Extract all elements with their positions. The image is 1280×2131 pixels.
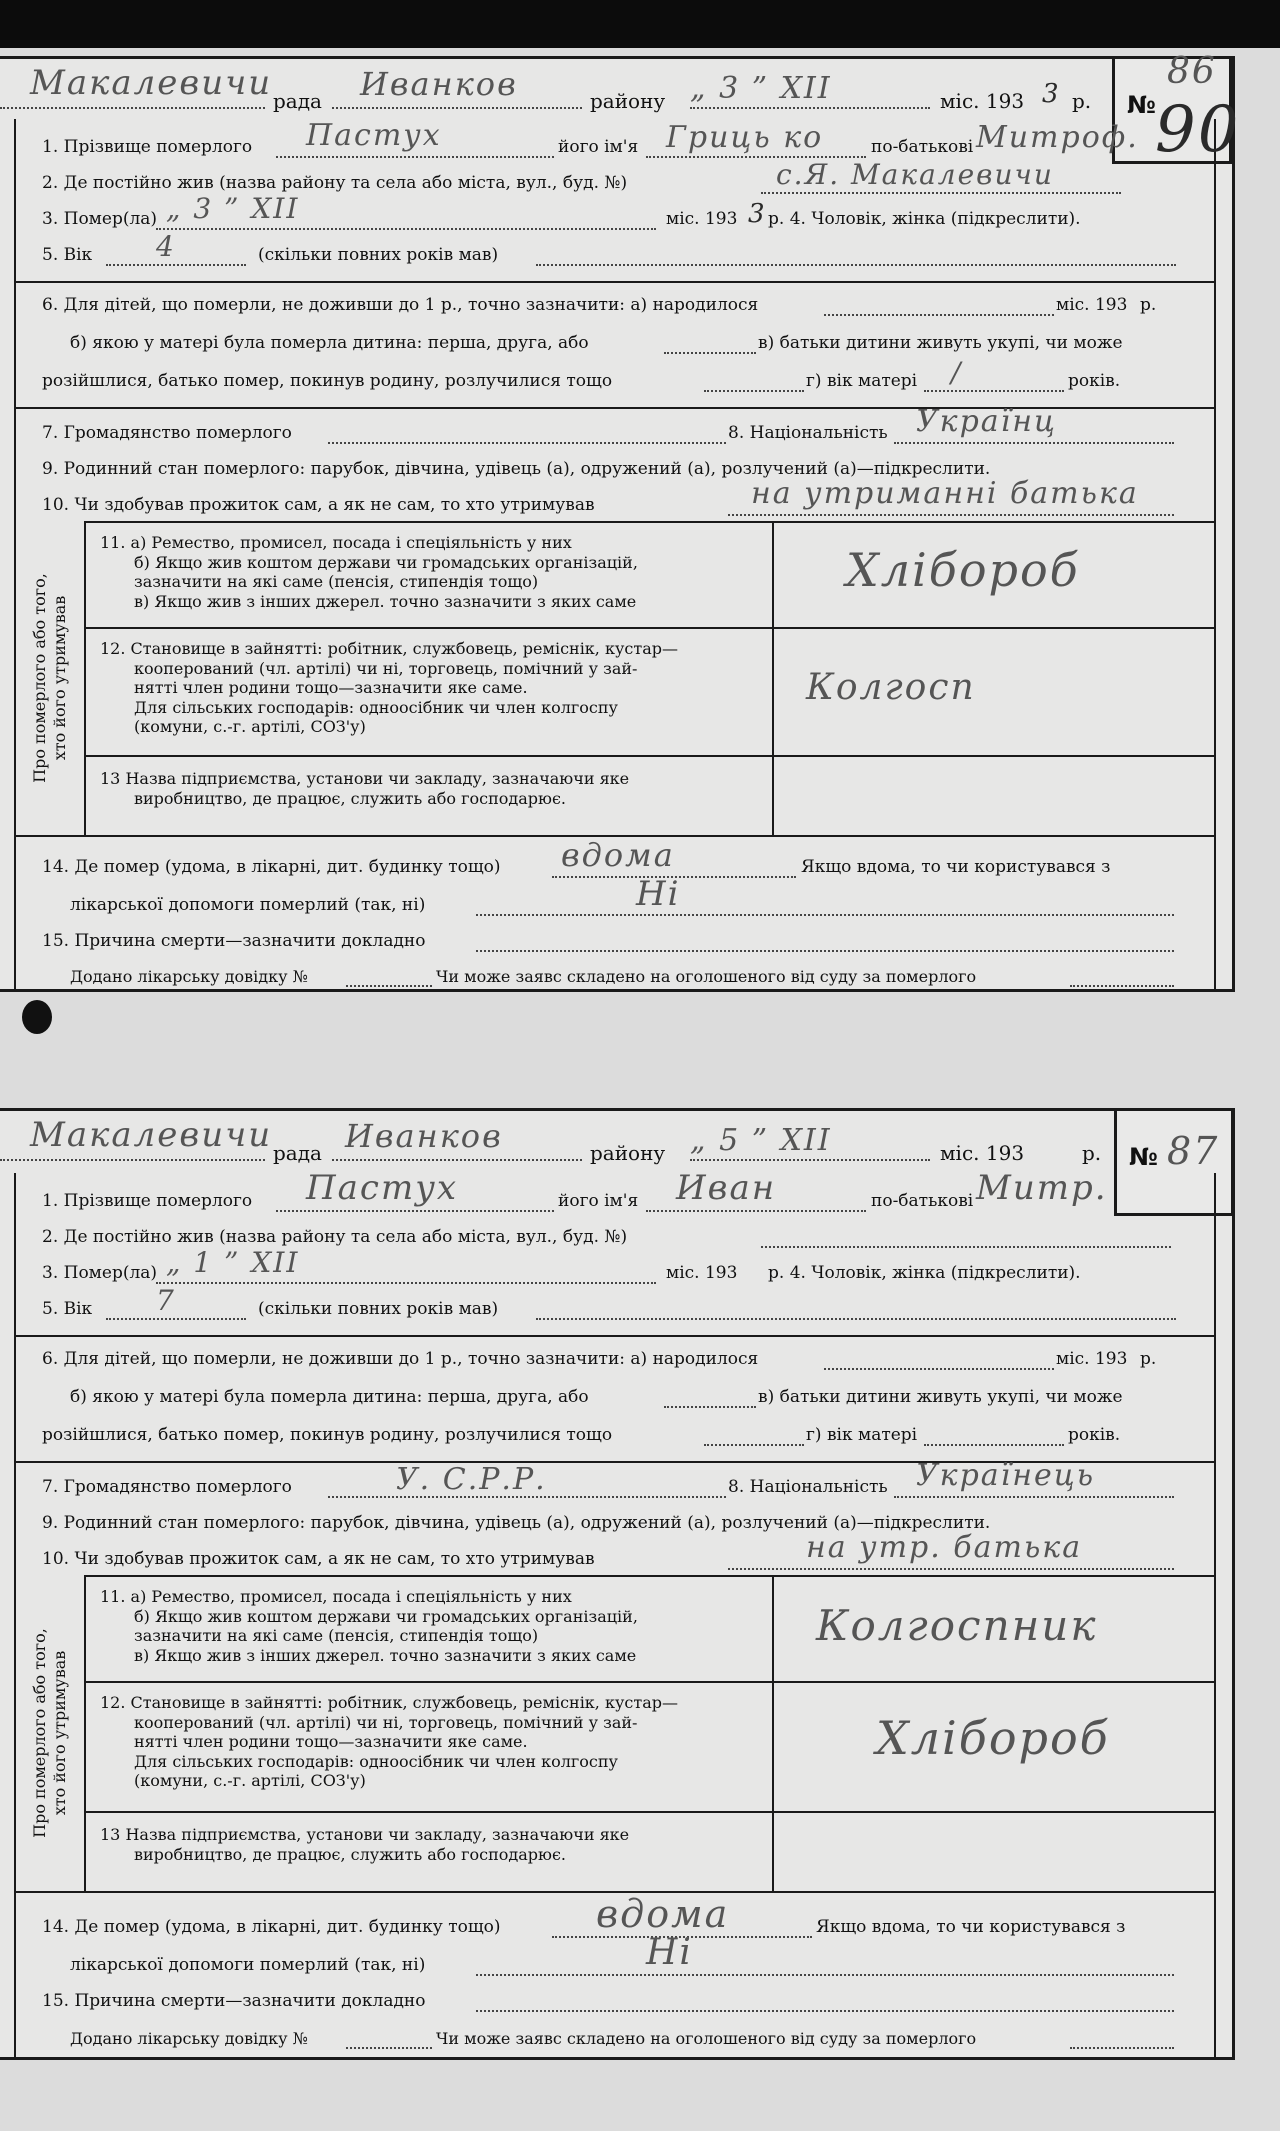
hw-occupation: Хлібороб bbox=[846, 543, 1080, 597]
rayonu-label: району bbox=[590, 1141, 666, 1165]
hw-death-date: „ 1 ” XII bbox=[166, 1246, 300, 1279]
side-label-line2: хто його утримував bbox=[50, 595, 69, 761]
f6-line3: розійшлися, батько помер, покинув родину, розлучилися тощо bbox=[42, 1425, 613, 1445]
f8-label: 8. Національність bbox=[728, 423, 888, 443]
f8-label: 8. Національність bbox=[728, 1477, 888, 1497]
hw-rada-name: Иванков bbox=[345, 1117, 503, 1155]
f14-label: 14. Де помер (удома, в лікарні, дит. будинку тощо) bbox=[42, 857, 501, 877]
f3-label2: міс. 193 bbox=[666, 1263, 738, 1283]
hw-header-date: „ 5 ” XII bbox=[690, 1123, 832, 1158]
hw-nationality: Українець bbox=[916, 1458, 1096, 1493]
f2-label: 2. Де постійно жив (назва району та села або міста, вул., буд. №) bbox=[42, 1227, 628, 1247]
f6-line3c: років. bbox=[1068, 371, 1121, 391]
hw-village-council: Макалевичи bbox=[30, 1115, 273, 1155]
f14-label: 14. Де помер (удома, в лікарні, дит. будинку тощо) bbox=[42, 1917, 501, 1937]
form-body bbox=[14, 119, 1216, 989]
hw-surname: Пастух bbox=[306, 118, 442, 153]
hw-employment-status: Колгосп bbox=[806, 667, 976, 708]
f3-label3: р. 4. Чоловік, жінка (підкреслити). bbox=[768, 209, 1081, 229]
side-label-box bbox=[16, 521, 86, 835]
hw-year: 3 bbox=[1042, 79, 1061, 109]
hw-patronymic: Митр. bbox=[976, 1168, 1108, 1208]
f12-text: 12. Становище в зайнятті: робітник, службовець, реміснік, кустар— кооперований (чл. артілі) чи ні, торговець, помічний у зай- нятті член родини тощо—зазначити яке саме. Для сільських господарів: одноосібник чи член колгоспу (комуни, с.-г. артілі, СОЗ'у) bbox=[100, 1693, 678, 1791]
hw-given-name: Иван bbox=[676, 1168, 777, 1208]
f6-line1c: р. bbox=[1140, 295, 1157, 315]
footer-label: Додано лікарську довідку № bbox=[70, 967, 308, 986]
f7-label: 7. Громадянство померлого bbox=[42, 1477, 292, 1497]
hw-age: 7 bbox=[156, 1284, 176, 1317]
f1-label: 1. Прізвище померлого bbox=[42, 1191, 253, 1211]
footer-label: Додано лікарську довідку № bbox=[70, 2029, 308, 2048]
f6-line2: б) якою у матері була померла дитина: перша, друга, або bbox=[70, 333, 589, 353]
f12-text: 12. Становище в зайнятті: робітник, службовець, реміснік, кустар— кооперований (чл. артілі) чи ні, торговець, помічний у зай- нятті член родини тощо—зазначити яке саме. Для сільських господарів: одноосібник чи член колгоспу (комуни, с.-г. артілі, СОЗ'у) bbox=[100, 639, 678, 737]
hw-citizenship: У. С.Р.Р. bbox=[396, 1462, 547, 1497]
hw-village-council: Макалевичи bbox=[30, 63, 273, 103]
hw-employment-status: Хлібороб bbox=[876, 1711, 1110, 1765]
death-record-form-2 bbox=[0, 1108, 1235, 2060]
f10-label: 10. Чи здобував прожиток сам, а як не сам, то хто утримував bbox=[42, 1549, 595, 1569]
hw-header-date: „ 3 ” XII bbox=[690, 71, 832, 106]
hw-rada-name: Иванков bbox=[360, 65, 518, 103]
f6-line2b: в) батьки дитини живуть укупі, чи може bbox=[758, 1387, 1123, 1407]
f13-text: 13 Назва підприємства, установи чи закладу, зазначаючи яке виробництво, де працює, служить або господарює. bbox=[100, 769, 630, 808]
year-r-label: р. bbox=[1082, 1141, 1102, 1165]
f1-label2: його ім'я bbox=[558, 1191, 639, 1211]
death-record-form-1 bbox=[0, 51, 1241, 992]
hw-surname: Пастух bbox=[306, 1168, 459, 1208]
side-label-box bbox=[16, 1575, 86, 1891]
f11-text: 11. а) Ремество, промисел, посада і спеціяльність у них б) Якщо жив коштом держави чи громадських організацій, зазначити на які саме (пенсія, стипендія тощо) в) Якщо жив з інших джерел. точно зазначити з яких саме bbox=[100, 533, 638, 611]
f14-label2: Якщо вдома, то чи користувався з bbox=[801, 857, 1111, 877]
hw-record-number: 86 bbox=[1167, 51, 1217, 92]
f1-label2: його ім'я bbox=[558, 137, 639, 157]
f15-label: 15. Причина смерти—зазначити докладно bbox=[42, 1991, 426, 2011]
hw-record-number: 87 bbox=[1167, 1129, 1220, 1173]
number-sign: № bbox=[1129, 1143, 1158, 1171]
f11-text: 11. а) Ремество, промисел, посада і спеціяльність у них б) Якщо жив коштом держави чи громадських організацій, зазначити на які саме (пенсія, стипендія тощо) в) Якщо жив з інших джерел. точно зазначити з яких саме bbox=[100, 1587, 638, 1665]
f5-label2: (скільки повних років мав) bbox=[258, 1299, 499, 1319]
hw-occupation: Колгоспник bbox=[816, 1601, 1098, 1650]
f9-label: 9. Родинний стан померлого: парубок, дівчина, удівець (а), одружений (а), розлучений (а)—підкреслити. bbox=[42, 1513, 991, 1533]
hw-place-of-death: вдома bbox=[561, 836, 675, 874]
f7-label: 7. Громадянство померлого bbox=[42, 423, 292, 443]
f2-label: 2. Де постійно жив (назва району та села або міста, вул., буд. №) bbox=[42, 173, 628, 193]
f6-line1: 6. Для дітей, що померли, не доживши до 1 р., точно зазначити: а) народилося bbox=[42, 1349, 759, 1369]
ink-blot bbox=[22, 1000, 52, 1034]
month-year-label: міс. 193 bbox=[940, 89, 1025, 113]
hw-death-date: „ 3 ” XII bbox=[166, 192, 300, 225]
hw-mother-age: / bbox=[951, 356, 963, 389]
f3-label2: міс. 193 bbox=[666, 209, 738, 229]
f10-label: 10. Чи здобував прожиток сам, а як не сам, то хто утримував bbox=[42, 495, 595, 515]
footer-label2: Чи може заявс складено на оголошеного від суду за померлого bbox=[436, 967, 977, 986]
f6-line1b: міс. 193 bbox=[1056, 295, 1128, 315]
rada-label: рада bbox=[273, 1141, 322, 1165]
f6-line1b: міс. 193 bbox=[1056, 1349, 1128, 1369]
scan-dark-edge bbox=[0, 0, 1280, 48]
f1-label3: по-батькові bbox=[871, 1191, 974, 1211]
hw-residence: с.Я. Макалевичи bbox=[776, 158, 1054, 191]
f5-label: 5. Вік bbox=[42, 1299, 93, 1319]
month-year-label: міс. 193 bbox=[940, 1141, 1025, 1165]
f14-label2: Якщо вдома, то чи користувався з bbox=[816, 1917, 1126, 1937]
f3-label3: р. 4. Чоловік, жінка (підкреслити). bbox=[768, 1263, 1081, 1283]
form-body bbox=[14, 1168, 1216, 2057]
number-sign: № bbox=[1127, 91, 1156, 119]
hw-medical-help: Ні bbox=[646, 1932, 693, 1973]
hw-place-of-death: вдома bbox=[596, 1892, 730, 1936]
f1-label: 1. Прізвище померлого bbox=[42, 137, 253, 157]
hw-supported-by: на утр. батька bbox=[806, 1530, 1083, 1565]
year-r-label: р. bbox=[1072, 89, 1092, 113]
f5-label: 5. Вік bbox=[42, 245, 93, 265]
hw-death-year: 3 bbox=[748, 199, 767, 229]
f13-text: 13 Назва підприємства, установи чи закладу, зазначаючи яке виробництво, де працює, служить або господарює. bbox=[100, 1825, 630, 1864]
f9-label: 9. Родинний стан померлого: парубок, дівчина, удівець (а), одружений (а), розлучений (а)—підкреслити. bbox=[42, 459, 991, 479]
f6-line1c: р. bbox=[1140, 1349, 1157, 1369]
f6-line2b: в) батьки дитини живуть укупі, чи може bbox=[758, 333, 1123, 353]
f14-line2: лікарської допомоги померлий (так, ні) bbox=[70, 1955, 426, 1975]
hw-patronymic: Митроф. bbox=[976, 120, 1139, 155]
f6-line3: розійшлися, батько помер, покинув родину, розлучилися тощо bbox=[42, 371, 613, 391]
rada-label: рада bbox=[273, 89, 322, 113]
side-label-line1: Про померлого або того, bbox=[30, 1628, 49, 1838]
hw-supported-by: на утриманні батька bbox=[751, 476, 1139, 511]
rayonu-label: району bbox=[590, 89, 666, 113]
f6-line1: 6. Для дітей, що померли, не доживши до 1 р., точно зазначити: а) народилося bbox=[42, 295, 759, 315]
hw-record-number-large: 90 bbox=[1155, 93, 1241, 167]
hw-age: 4 bbox=[156, 230, 176, 263]
footer-label2: Чи може заявс складено на оголошеного від суду за померлого bbox=[436, 2029, 977, 2048]
f3-label: 3. Помер(ла) bbox=[42, 209, 158, 229]
hw-nationality: Українц bbox=[916, 404, 1057, 439]
f6-line3b: г) вік матері bbox=[806, 371, 918, 391]
hw-medical-help: Ні bbox=[636, 874, 681, 914]
f6-line3b: г) вік матері bbox=[806, 1425, 918, 1445]
f6-line3c: років. bbox=[1068, 1425, 1121, 1445]
f5-label2: (скільки повних років мав) bbox=[258, 245, 499, 265]
side-label-line1: Про померлого або того, bbox=[30, 573, 49, 783]
f3-label: 3. Помер(ла) bbox=[42, 1263, 158, 1283]
side-label-line2: хто його утримував bbox=[50, 1650, 69, 1816]
f14-line2: лікарської допомоги померлий (так, ні) bbox=[70, 895, 426, 915]
f6-line2: б) якою у матері була померла дитина: перша, друга, або bbox=[70, 1387, 589, 1407]
f1-label3: по-батькові bbox=[871, 137, 974, 157]
hw-given-name: Гриць ко bbox=[666, 120, 824, 155]
f15-label: 15. Причина смерти—зазначити докладно bbox=[42, 931, 426, 951]
